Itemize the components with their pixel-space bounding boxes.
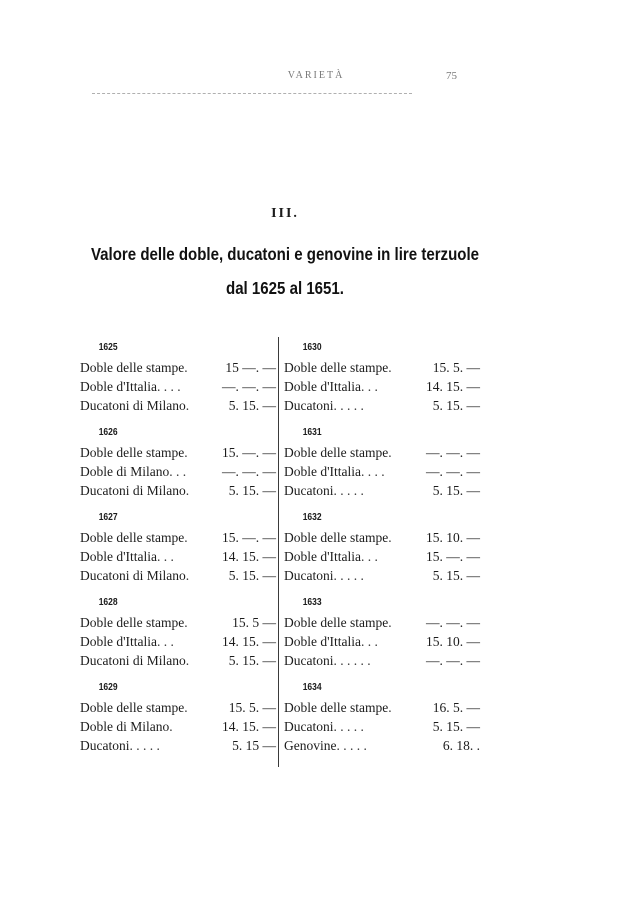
leader-dots: . . . [361, 634, 378, 649]
leader-dots: . [169, 719, 173, 734]
table-row [284, 698, 480, 717]
table-row [284, 377, 480, 396]
table-row [80, 443, 276, 462]
coin-value: 14. 15. — [222, 634, 276, 649]
coin-value: 5. 15. — [228, 483, 276, 498]
coin-value: —. —. — [426, 464, 480, 479]
left-column [80, 338, 276, 763]
coin-label: Ducatoni di Milano [80, 398, 186, 413]
leader-dots: . [184, 530, 188, 545]
coin-label: Doble delle stampe [80, 700, 185, 715]
coin-value: 15. 5 — [232, 615, 276, 630]
table-row [284, 396, 480, 415]
table-row [284, 443, 480, 462]
leader-dots: . . . . . [129, 738, 160, 753]
leader-dots: . [185, 653, 190, 668]
coin-value: 5. 15. — [228, 398, 276, 413]
table-row [80, 377, 276, 396]
year-group [80, 678, 276, 763]
coin-value: 15. 5. — [228, 700, 276, 715]
coin-value: 6. 18. . [442, 738, 480, 753]
year-heading: 1627 [98, 512, 118, 523]
leader-dots: . . . . . [336, 738, 367, 753]
table-row [284, 528, 480, 547]
coin-label: Doble delle stampe [284, 360, 389, 375]
coin-value: 5. 15. — [432, 398, 480, 413]
leader-dots: . [184, 445, 188, 460]
coin-value: 14. 15. — [222, 719, 276, 734]
coin-value: 15. —. — [222, 445, 276, 460]
year-group [284, 338, 480, 423]
section-number: III. [271, 206, 299, 221]
year-heading: 1628 [98, 597, 118, 608]
coin-value: —. —. — [222, 464, 276, 479]
coin-label: Doble delle stampe [80, 615, 185, 630]
table-title-line-2: dal 1625 al 1651. [225, 278, 344, 298]
year-heading: 1625 [98, 342, 118, 353]
year-heading: 1630 [302, 342, 322, 353]
leader-dots: . [388, 445, 392, 460]
leader-dots: . [388, 530, 392, 545]
coin-value: 5. 15 — [232, 738, 276, 753]
leader-dots: . . . [157, 634, 174, 649]
header-rule [92, 93, 412, 94]
table-row [80, 632, 276, 651]
coin-label: Ducatoni [284, 398, 334, 413]
coin-label: Doble delle stampe [80, 360, 185, 375]
year-group [284, 678, 480, 763]
coin-label: Doble delle stampe [284, 445, 389, 460]
coin-value: 14. 15. — [426, 379, 480, 394]
coin-value: 5. 15. — [432, 483, 480, 498]
leader-dots: . . . . . [333, 568, 364, 583]
table-row [80, 717, 276, 736]
coin-label: Ducatoni di Milano [80, 653, 186, 668]
table-row [80, 698, 276, 717]
table-row [80, 528, 276, 547]
table-row [80, 736, 276, 755]
year-group [80, 508, 276, 593]
year-heading: 1633 [302, 597, 322, 608]
leader-dots: . . . . . [333, 483, 364, 498]
coin-value: 15. 10. — [426, 634, 480, 649]
coin-value: 15. 5. — [432, 360, 480, 375]
coin-label: Ducatoni di Milano [80, 568, 186, 583]
page-number: 75 [446, 70, 457, 82]
coin-value: 5. 15. — [228, 568, 276, 583]
coin-value: —. —. — [426, 653, 480, 668]
coin-label: Ducatoni [80, 738, 130, 753]
leader-dots: . [184, 700, 188, 715]
leader-dots: . [388, 615, 392, 630]
table-row [80, 358, 276, 377]
leader-dots: . . . [361, 379, 378, 394]
coin-label: Doble d'Ittalia [80, 634, 158, 649]
table-row [80, 547, 276, 566]
column-divider [278, 337, 279, 767]
leader-dots: . . . . . . [333, 653, 371, 668]
table-row [284, 736, 480, 755]
table-row [284, 717, 480, 736]
year-group [80, 593, 276, 678]
coin-value: 15 —. — [225, 360, 276, 375]
leader-dots: . [184, 615, 188, 630]
coin-value: —. —. — [426, 615, 480, 630]
coin-label: Doble delle stampe [284, 615, 389, 630]
coin-label: Ducatoni [284, 568, 334, 583]
leader-dots: . [185, 483, 190, 498]
coin-label: Ducatoni di Milano [80, 483, 186, 498]
year-group [80, 338, 276, 423]
coin-label: Doble delle stampe [284, 530, 389, 545]
table-row [80, 566, 276, 585]
leader-dots: . [184, 360, 188, 375]
coin-label: Genovine [284, 738, 337, 753]
leader-dots: . [388, 360, 392, 375]
running-head [0, 70, 632, 84]
coin-value: —. —. — [222, 379, 276, 394]
year-heading: 1632 [302, 512, 322, 523]
coin-label: Ducatoni [284, 719, 334, 734]
table-row [284, 358, 480, 377]
coin-value: 16. 5. — [432, 700, 480, 715]
table-row [80, 481, 276, 500]
table-row [284, 632, 480, 651]
table-row [284, 462, 480, 481]
table-row [284, 547, 480, 566]
year-group [284, 423, 480, 508]
coin-label: Doble d'Ittalia [284, 549, 362, 564]
coin-value: 15. —. — [222, 530, 276, 545]
coin-value: 5. 15. — [432, 719, 480, 734]
table-row [284, 613, 480, 632]
table-title-line-1: Valore delle doble, ducatoni e genovine in lire terzuole [90, 244, 480, 264]
leader-dots: . . . . . [333, 398, 364, 413]
leader-dots: . . . [157, 549, 174, 564]
coin-value: 5. 15. — [432, 568, 480, 583]
coin-value: 15. 10. — [426, 530, 480, 545]
year-group [284, 508, 480, 593]
year-group [284, 593, 480, 678]
coin-label: Doble delle stampe [80, 530, 185, 545]
leader-dots: . . . [361, 549, 378, 564]
coin-label: Doble delle stampe [284, 700, 389, 715]
coin-label: Doble d'Ittalia [80, 379, 158, 394]
coin-value: —. —. — [426, 445, 480, 460]
leader-dots: . [185, 568, 190, 583]
leader-dots: . . . [169, 464, 187, 479]
coin-label: Doble di Milano [80, 719, 170, 734]
year-heading: 1629 [98, 682, 118, 693]
coin-label: Doble delle stampe [80, 445, 185, 460]
leader-dots: . . . . . [333, 719, 364, 734]
coin-label: Ducatoni [284, 653, 334, 668]
table-row [284, 481, 480, 500]
running-title: VARIETÀ [287, 70, 345, 81]
coin-value: 5. 15. — [228, 653, 276, 668]
coin-label: Doble d'Ittalia [284, 634, 362, 649]
table-row [284, 651, 480, 670]
year-heading: 1631 [302, 427, 322, 438]
leader-dots: . . . . [361, 464, 385, 479]
coin-label: Doble d'Ittalia [80, 549, 158, 564]
coin-label: Ducatoni [284, 483, 334, 498]
year-group [80, 423, 276, 508]
table-row [80, 396, 276, 415]
leader-dots: . [388, 700, 392, 715]
coin-value: 15. —. — [426, 549, 480, 564]
leader-dots: . . . . [157, 379, 181, 394]
table-row [80, 613, 276, 632]
coin-value: 14. 15. — [222, 549, 276, 564]
table-row [80, 462, 276, 481]
table-row [80, 651, 276, 670]
leader-dots: . [185, 398, 190, 413]
coin-label: Doble d'Ittalia [284, 379, 362, 394]
table-row [284, 566, 480, 585]
right-column [284, 338, 480, 763]
year-heading: 1626 [98, 427, 118, 438]
year-heading: 1634 [302, 682, 322, 693]
coin-label: Doble d'Ittalia [284, 464, 362, 479]
coin-label: Doble di Milano [80, 464, 170, 479]
